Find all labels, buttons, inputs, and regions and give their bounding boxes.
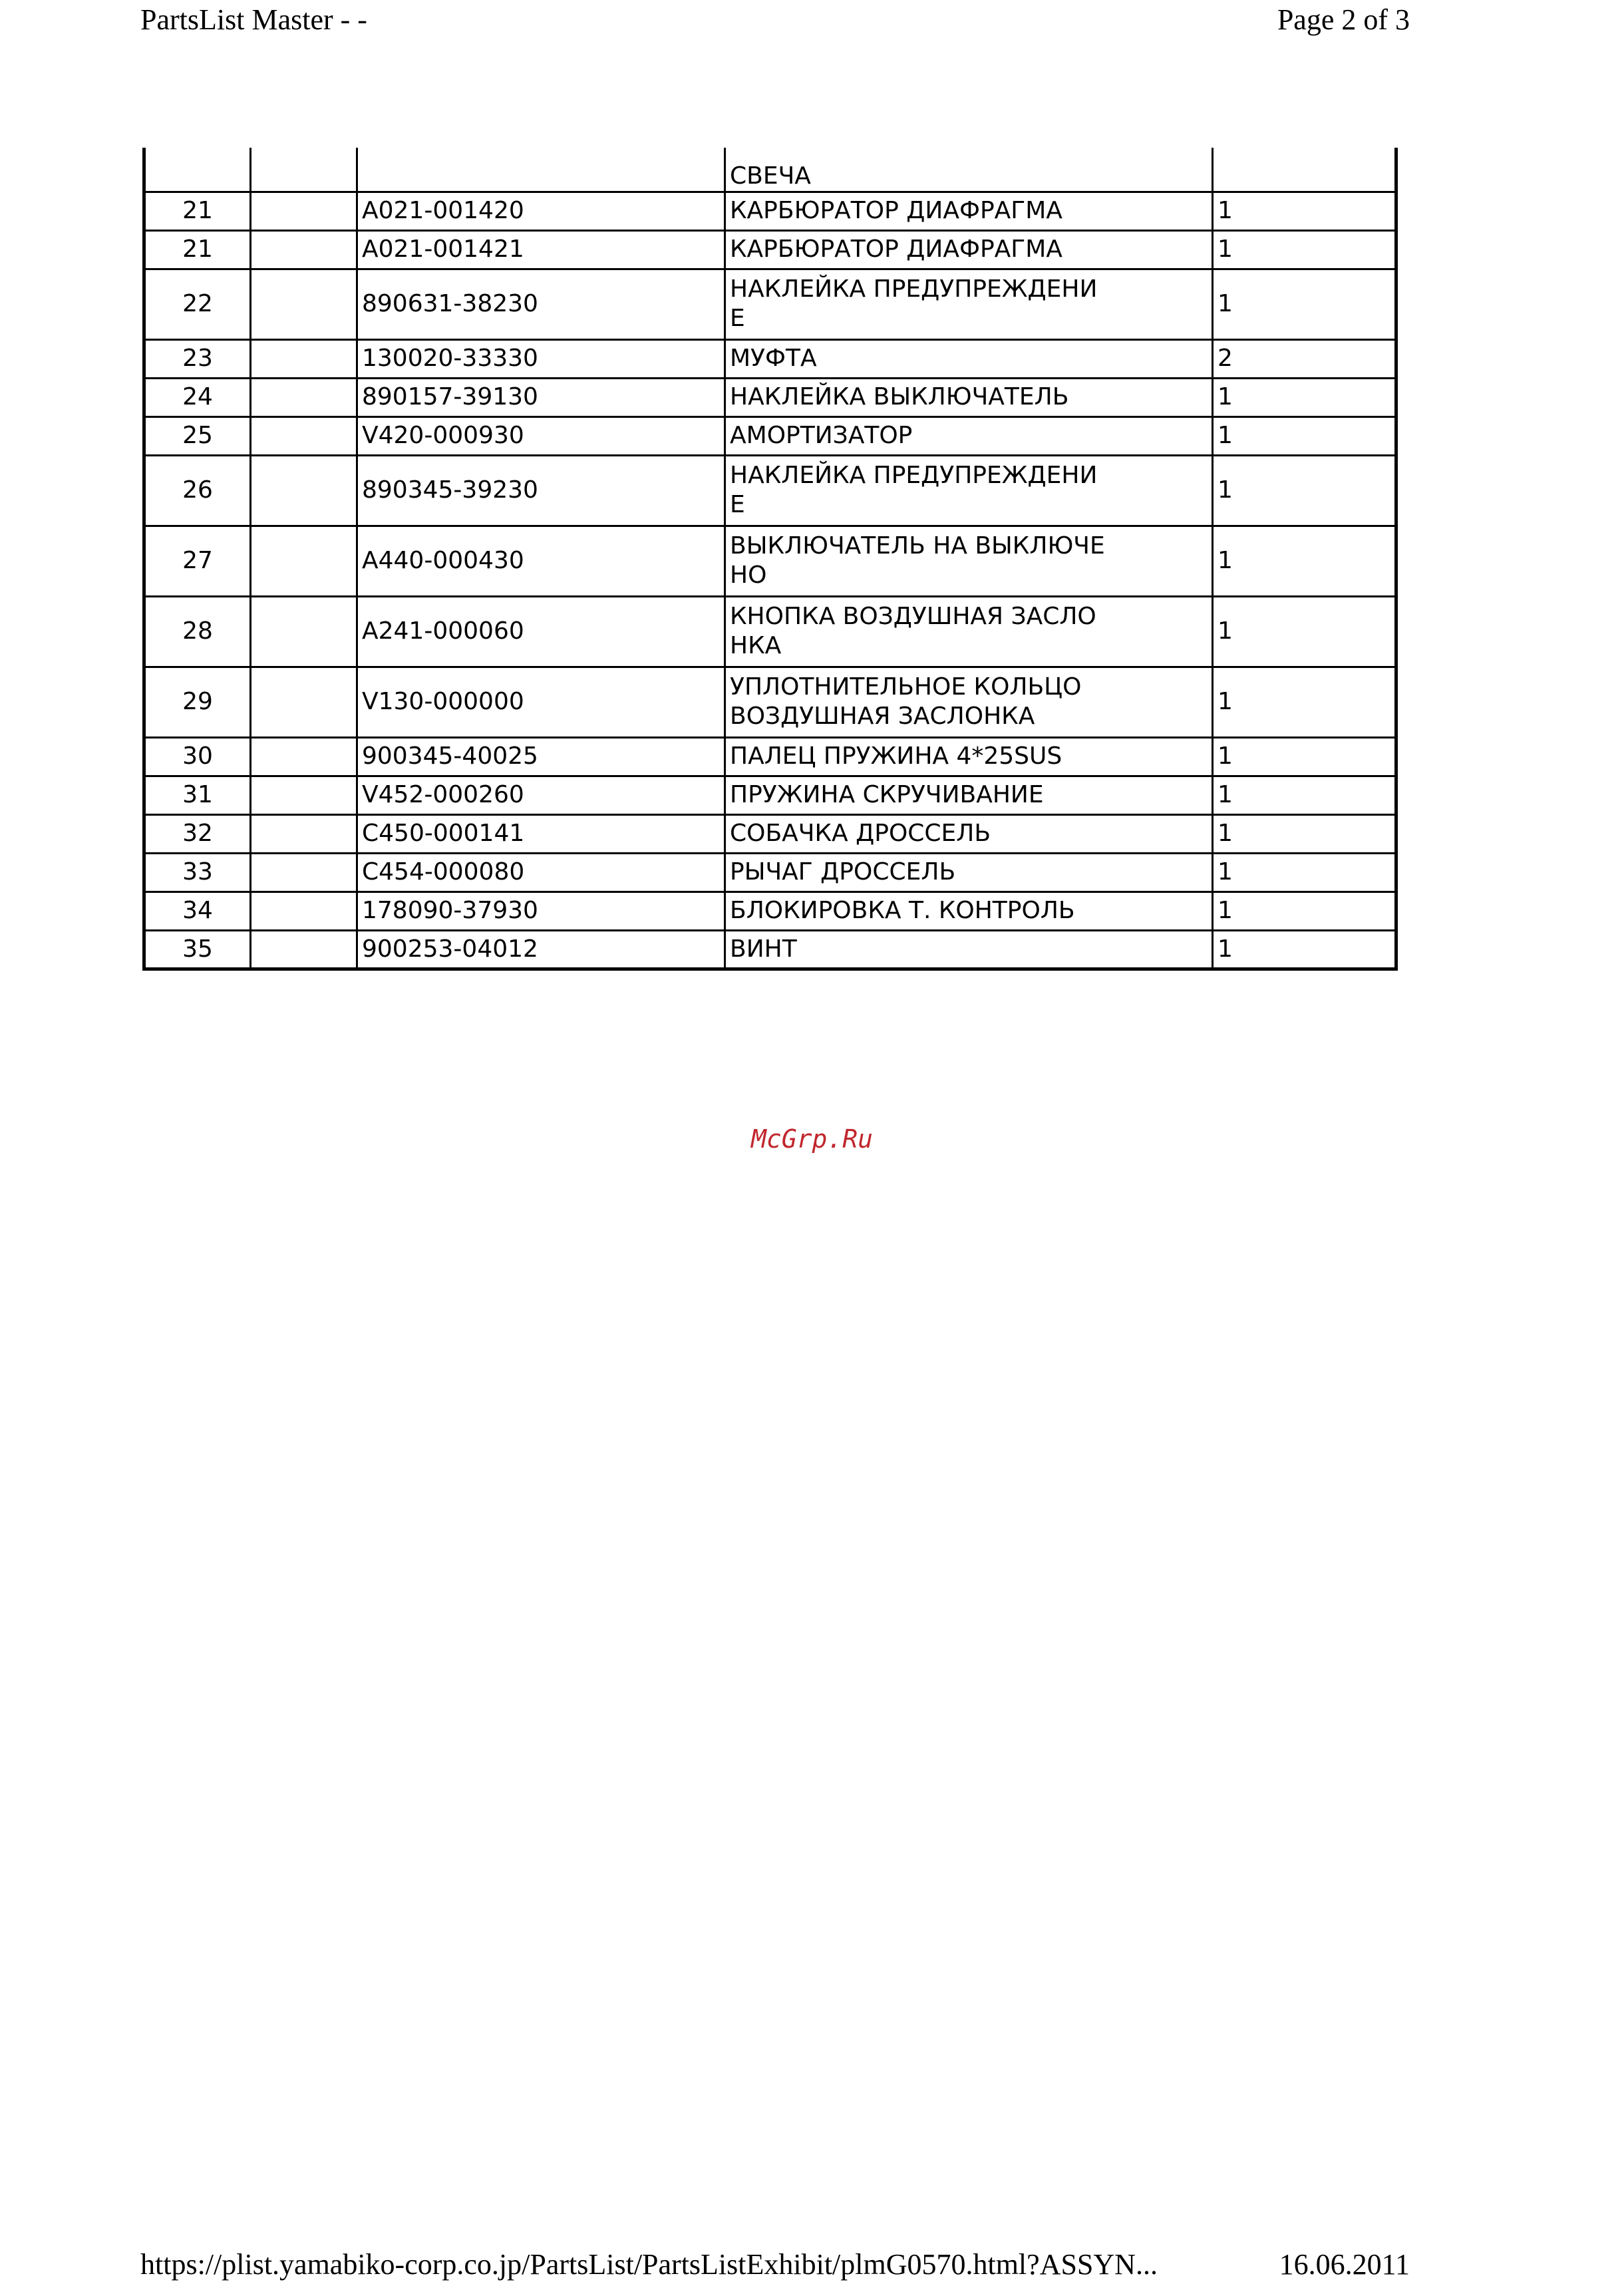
description-cell: НАКЛЕЙКА ПРЕДУПРЕЖДЕНИ Е — [725, 269, 1213, 339]
part-number-cell: 890345-39230 — [357, 455, 725, 526]
item-number-cell: 21 — [144, 192, 251, 230]
parts-table — [142, 148, 1398, 971]
reference-cell — [251, 230, 357, 269]
parts-table-container — [142, 148, 1394, 971]
item-number-cell: 28 — [144, 596, 251, 667]
description-cell: СВЕЧА — [725, 148, 1213, 192]
description-cell: БЛОКИРОВКА Т. КОНТРОЛЬ — [725, 892, 1213, 930]
part-number-cell: A440-000430 — [357, 526, 725, 596]
part-number-cell: A021-001421 — [357, 230, 725, 269]
table-row — [144, 892, 1396, 930]
part-number-cell: A241-000060 — [357, 596, 725, 667]
part-number-cell — [357, 148, 725, 192]
item-number-cell: 32 — [144, 814, 251, 853]
part-number-cell: 178090-37930 — [357, 892, 725, 930]
watermark-text: McGrp.Ru — [750, 1124, 874, 1154]
table-row — [144, 526, 1396, 596]
reference-cell — [251, 455, 357, 526]
quantity-cell: 1 — [1213, 737, 1396, 776]
footer-date: 16.06.2011 — [1279, 2248, 1410, 2281]
table-row — [144, 192, 1396, 230]
quantity-cell: 1 — [1213, 526, 1396, 596]
item-number-cell: 34 — [144, 892, 251, 930]
page-header-title: PartsList Master - - — [140, 3, 367, 36]
item-number-cell — [144, 148, 251, 192]
reference-cell — [251, 814, 357, 853]
reference-cell — [251, 853, 357, 892]
part-number-cell: V130-000000 — [357, 667, 725, 737]
reference-cell — [251, 148, 357, 192]
reference-cell — [251, 416, 357, 455]
description-cell: КНОПКА ВОЗДУШНАЯ ЗАСЛО НКА — [725, 596, 1213, 667]
table-row — [144, 737, 1396, 776]
item-number-cell: 21 — [144, 230, 251, 269]
quantity-cell — [1213, 148, 1396, 192]
description-cell: КАРБЮРАТОР ДИАФРАГМА — [725, 192, 1213, 230]
part-number-cell: V420-000930 — [357, 416, 725, 455]
table-row — [144, 455, 1396, 526]
quantity-cell: 1 — [1213, 667, 1396, 737]
quantity-cell: 1 — [1213, 853, 1396, 892]
reference-cell — [251, 737, 357, 776]
description-cell: ПАЛЕЦ ПРУЖИНА 4*25SUS — [725, 737, 1213, 776]
table-row — [144, 930, 1396, 969]
item-number-cell: 30 — [144, 737, 251, 776]
part-number-cell: C454-000080 — [357, 853, 725, 892]
reference-cell — [251, 776, 357, 814]
description-cell: АМОРТИЗАТОР — [725, 416, 1213, 455]
description-cell: ВИНТ — [725, 930, 1213, 969]
part-number-cell: 890157-39130 — [357, 378, 725, 416]
quantity-cell: 1 — [1213, 269, 1396, 339]
quantity-cell: 1 — [1213, 892, 1396, 930]
table-row — [144, 230, 1396, 269]
item-number-cell: 35 — [144, 930, 251, 969]
quantity-cell: 1 — [1213, 776, 1396, 814]
quantity-cell: 1 — [1213, 930, 1396, 969]
description-cell: ПРУЖИНА СКРУЧИВАНИЕ — [725, 776, 1213, 814]
part-number-cell: 900253-04012 — [357, 930, 725, 969]
table-row — [144, 339, 1396, 378]
reference-cell — [251, 378, 357, 416]
table-row — [144, 667, 1396, 737]
table-row — [144, 814, 1396, 853]
footer-url: https://plist.yamabiko-corp.co.jp/PartsList/PartsListExhibit/plmG0570.html?ASSYN... — [140, 2248, 1158, 2281]
description-cell: УПЛОТНИТЕЛЬНОЕ КОЛЬЦО ВОЗДУШНАЯ ЗАСЛОНКА — [725, 667, 1213, 737]
part-number-cell: 130020-33330 — [357, 339, 725, 378]
reference-cell — [251, 269, 357, 339]
item-number-cell: 25 — [144, 416, 251, 455]
table-row — [144, 596, 1396, 667]
reference-cell — [251, 930, 357, 969]
part-number-cell: C450-000141 — [357, 814, 725, 853]
item-number-cell: 27 — [144, 526, 251, 596]
item-number-cell: 24 — [144, 378, 251, 416]
parts-table-body — [144, 148, 1396, 969]
item-number-cell: 26 — [144, 455, 251, 526]
item-number-cell: 31 — [144, 776, 251, 814]
table-row — [144, 416, 1396, 455]
table-row — [144, 378, 1396, 416]
item-number-cell: 23 — [144, 339, 251, 378]
quantity-cell: 1 — [1213, 192, 1396, 230]
part-number-cell: 900345-40025 — [357, 737, 725, 776]
description-cell: НАКЛЕЙКА ВЫКЛЮЧАТЕЛЬ — [725, 378, 1213, 416]
table-row — [144, 853, 1396, 892]
table-row — [144, 269, 1396, 339]
quantity-cell: 1 — [1213, 378, 1396, 416]
page-number: Page 2 of 3 — [1277, 3, 1410, 36]
quantity-cell: 1 — [1213, 455, 1396, 526]
description-cell: КАРБЮРАТОР ДИАФРАГМА — [725, 230, 1213, 269]
part-number-cell: V452-000260 — [357, 776, 725, 814]
quantity-cell: 2 — [1213, 339, 1396, 378]
reference-cell — [251, 192, 357, 230]
item-number-cell: 29 — [144, 667, 251, 737]
description-cell: СОБАЧКА ДРОССЕЛЬ — [725, 814, 1213, 853]
item-number-cell: 33 — [144, 853, 251, 892]
part-number-cell: A021-001420 — [357, 192, 725, 230]
reference-cell — [251, 596, 357, 667]
description-cell: РЫЧАГ ДРОССЕЛЬ — [725, 853, 1213, 892]
quantity-cell: 1 — [1213, 230, 1396, 269]
description-cell: ВЫКЛЮЧАТЕЛЬ НА ВЫКЛЮЧЕ НО — [725, 526, 1213, 596]
quantity-cell: 1 — [1213, 814, 1396, 853]
reference-cell — [251, 667, 357, 737]
quantity-cell: 1 — [1213, 416, 1396, 455]
reference-cell — [251, 526, 357, 596]
item-number-cell: 22 — [144, 269, 251, 339]
table-row — [144, 776, 1396, 814]
reference-cell — [251, 892, 357, 930]
description-cell: МУФТА — [725, 339, 1213, 378]
part-number-cell: 890631-38230 — [357, 269, 725, 339]
table-row — [144, 148, 1396, 192]
quantity-cell: 1 — [1213, 596, 1396, 667]
reference-cell — [251, 339, 357, 378]
description-cell: НАКЛЕЙКА ПРЕДУПРЕЖДЕНИ Е — [725, 455, 1213, 526]
